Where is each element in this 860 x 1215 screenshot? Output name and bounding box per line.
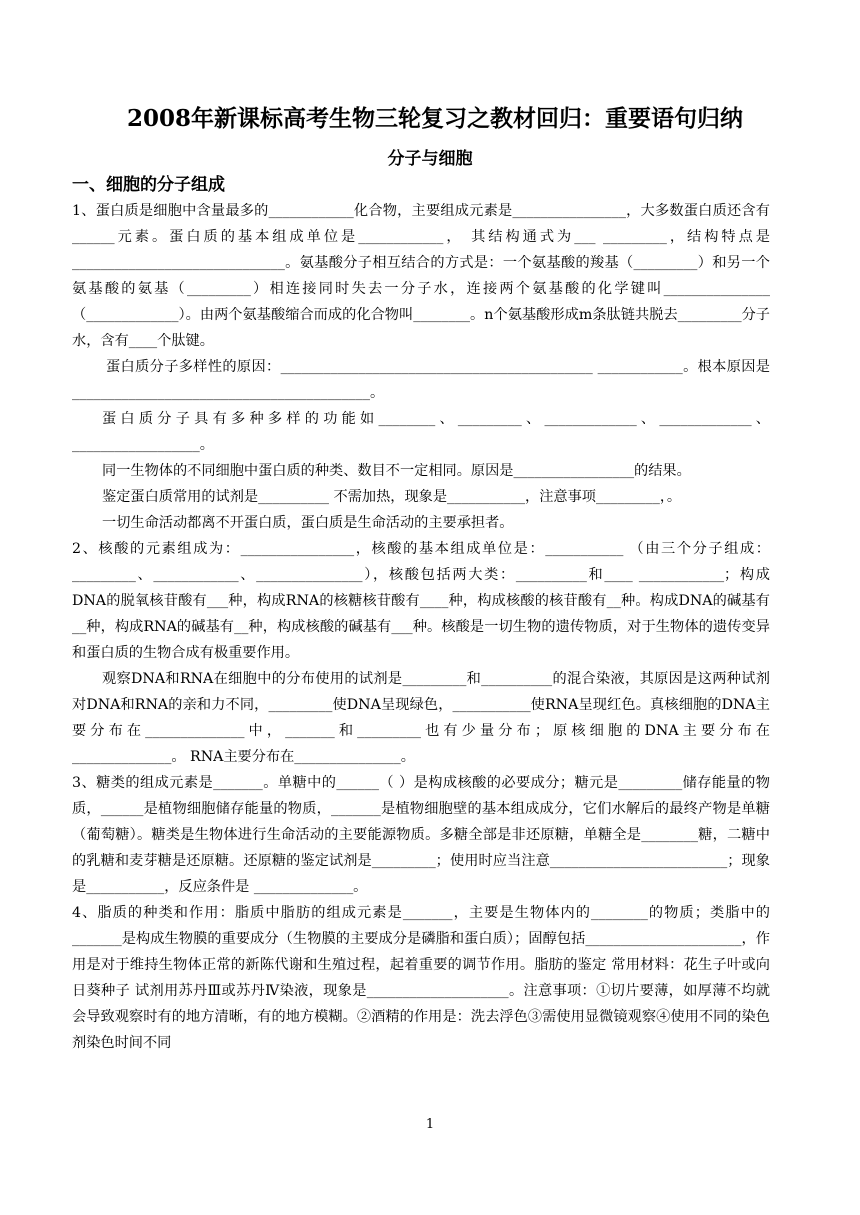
paragraph-protein-cells: 同一生物体的不同细胞中蛋白质的种类、数目不一定相同。原因是_________________的结果。 bbox=[102, 463, 691, 479]
paragraph-nucleic-acid: 2、核酸的元素组成为：________________，核酸的基本组成单位是：___________ （由三个分子组成：_________、____________、_______________），核酸包括两大类：__________和____ ____________；构成DNA的脱氧核苷酸有___种，构成RNA的核糖核苷酸有____种，构成核酸的核苷酸有__种。构成DNA的碱基有__种，构成RNA的碱基有__种，构成核酸的碱基有___种。核酸是一切生物的遗传物质，对于生物体的遗传变异和蛋白质的生物合成有极重要作用。 bbox=[72, 541, 770, 661]
page-number: 1 bbox=[425, 1117, 435, 1132]
paragraph-sugar: 3、糖类的组成元素是_______。单糖中的______（ ）是构成核酸的必要成分；糖元是_________储存能量的物质，______是植物细胞储存能量的物质，_______是植物细胞壁的基本组成成分，它们水解后的最终产物是单糖（葡萄糖）。糖类是生物体进行生命活动的主要能源物质。多糖全部是非还原糖，单糖全是________糖，二糖中的乳糖和麦芽糖是还原糖。还原糖的鉴定试剂是_________；使用时应当注意_________________________；现象是___________，反应条件是 ______________。 bbox=[72, 775, 770, 895]
body-text bbox=[72, 198, 770, 1056]
paragraph-protein-test: 鉴定蛋白质常用的试剂是__________ 不需加热，现象是___________，注意事项_________，。 bbox=[102, 489, 682, 505]
section-heading: 一、细胞的分子组成 bbox=[72, 175, 225, 195]
paragraph-protein: 1、蛋白质是细胞中含量最多的____________化合物，主要组成元素是________________，大多数蛋白质还含有______元素。蛋白质的基本组成单位是____________， 其结构通式为___ _________，结构特点是______________________________。氨基酸分子相互结合的方式是：一个氨基酸的羧基（_________）和另一个氨基酸的氨基（_________）相连接同时失去一分子水，连接两个氨基酸的化学键叫_______________（_____________）。由两个氨基酸缩合而成的化合物叫________。n个氨基酸形成m条肽链共脱去_________分子水，含有____个肽键。 bbox=[72, 203, 770, 349]
paragraph-protein-diversity: 蛋白质分子多样性的原因：____________________________________________ ____________。根本原因是__________________________________________。 bbox=[72, 359, 770, 401]
paragraph-protein-function: 蛋白质分子具有多种多样的功能如________、_________、_____________、_____________、__________________。 bbox=[72, 411, 770, 453]
document-title: 2008年新课标高考生物三轮复习之教材回归：重要语句归纳 bbox=[126, 105, 743, 132]
paragraph-dna-rna-observation: 观察DNA和RNA在细胞中的分布使用的试剂是_________和__________的混合染液，其原因是这两种试剂对DNA和RNA的亲和力不同，_________使DNA呈现绿色，___________使RNA呈现红色。真核细胞的DNA主要分布在______________中，_______和_________也有少量分布；原核细胞的DNA主要分布在______________。 RNA主要分布在_______________。 bbox=[72, 671, 770, 765]
document-subtitle: 分子与细胞 bbox=[387, 149, 473, 169]
paragraph-lipid: 4、脂质的种类和作用：脂质中脂肪的组成元素是_______，主要是生物体内的________的物质；类脂中的_______是构成生物膜的重要成分（生物膜的主要成分是磷脂和蛋白质）；固醇包括______________________，作用是对于维持生物体正常的新陈代谢和生殖过程，起着重要的调节作用。脂肪的鉴定 常用材料：花生子叶或向日葵种子 试剂用苏丹Ⅲ或苏丹Ⅳ染液，现象是____________________。注意事项：①切片要薄，如厚薄不均就会导致观察时有的地方清晰，有的地方模糊。②酒精的作用是：洗去浮色③需使用显微镜观察④使用不同的染色剂染色时间不同 bbox=[72, 905, 770, 1051]
paragraph-protein-life: 一切生命活动都离不开蛋白质，蛋白质是生命活动的主要承担者。 bbox=[102, 515, 514, 531]
